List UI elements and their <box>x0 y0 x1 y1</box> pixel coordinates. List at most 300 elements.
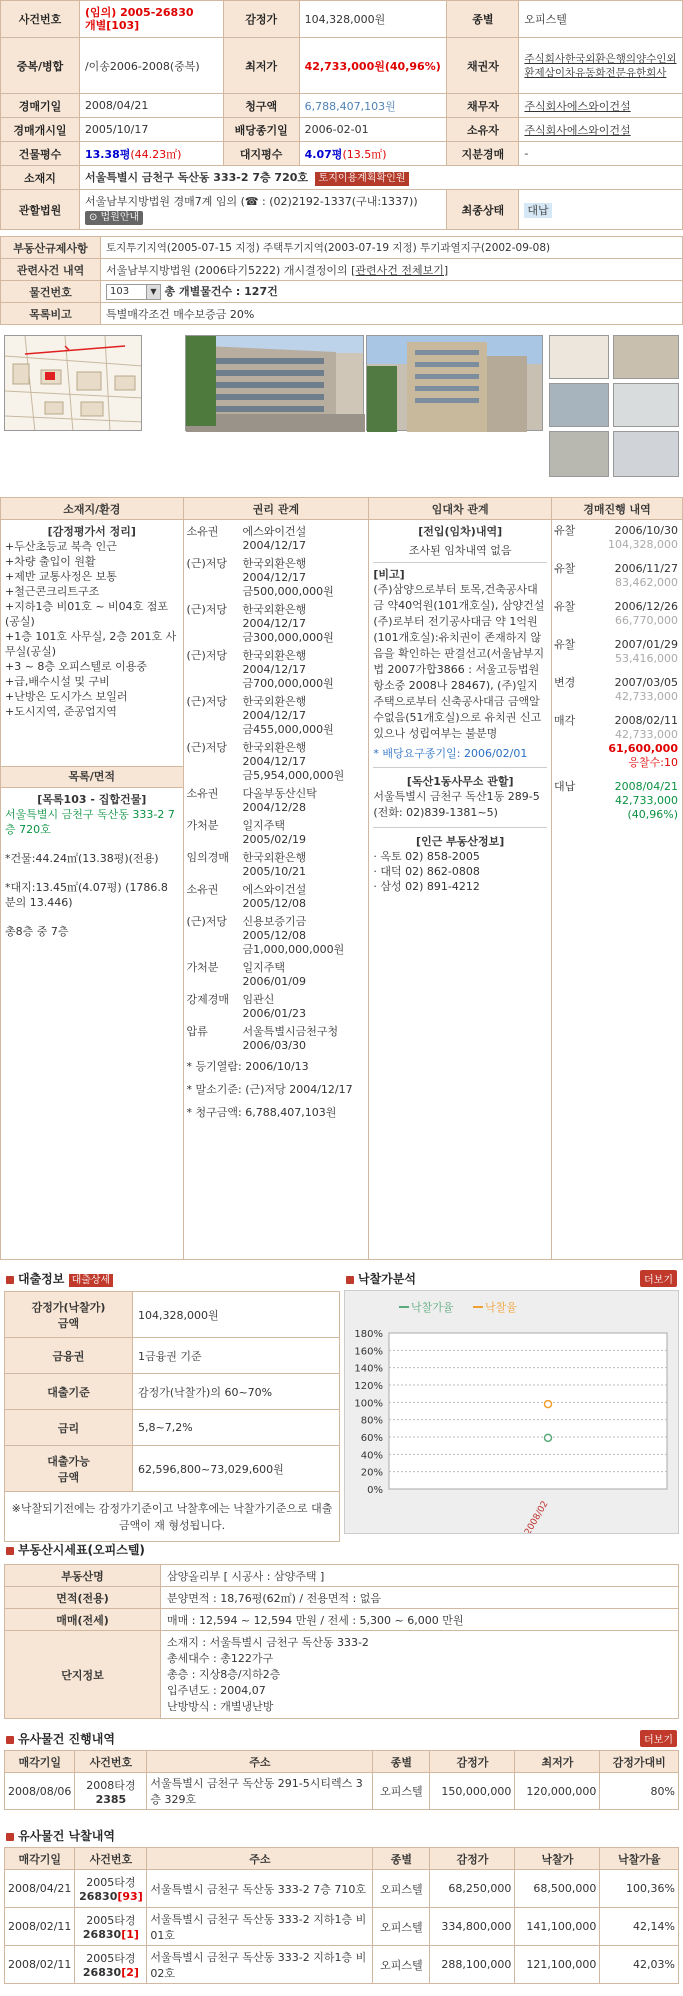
agent-item: · 삼성 02) 891-4212 <box>373 880 480 893</box>
similar-header: 종별 <box>373 1751 430 1773</box>
regulation-label: 부동산규제사항 <box>1 237 101 259</box>
auction-date: 2007/01/29 <box>614 638 678 651</box>
rights-detail: 일지주택 2006/01/09 <box>242 961 306 988</box>
status-value: 대납 <box>519 190 683 230</box>
regulation-table <box>0 236 683 325</box>
similar-header: 감정가대비 <box>600 1751 679 1773</box>
sold-case[interactable] <box>75 1946 147 1984</box>
env-item: +난방은 도시가스 보일러 <box>5 690 128 703</box>
auction-result: 유찰 <box>554 638 576 651</box>
min-price-value: 42,733,000원(40,96%) <box>299 38 447 94</box>
sold-address[interactable]: 서울특별시 금천구 독산동 333-2 7층 710호 <box>147 1870 373 1908</box>
sold-bid: 68,500,000 <box>515 1870 600 1908</box>
auction-date: 2007/03/05 <box>614 676 678 689</box>
auction-date: 2006/11/27 <box>614 562 678 575</box>
similar-date: 2008/08/06 <box>5 1773 75 1810</box>
debtor-value[interactable]: 주식회사에스와이건설 <box>519 94 683 118</box>
creditor-label: 채권자 <box>447 38 519 94</box>
type-label: 종별 <box>447 1 519 38</box>
rights-detail: 임관신 2006/01/23 <box>242 993 306 1020</box>
item-select[interactable]: 103 ▼ <box>106 284 161 300</box>
court-info-button[interactable]: ⊙ 법원안내 <box>85 211 143 225</box>
claim-value: 6,788,407,103원 <box>299 94 447 118</box>
auction-min-price: 83,462,000 <box>615 576 678 589</box>
rights-kind: (근)저당 <box>186 741 228 754</box>
item-no-value: 103 ▼ 총 개별물건수 : 127건 <box>101 281 683 303</box>
sold-type: 오피스텔 <box>373 1870 430 1908</box>
loan-row <box>5 1374 340 1410</box>
land-use-plan-button[interactable]: 토지이용계획확인원 <box>315 172 410 186</box>
case-no: (임의) 2005-26830 개별[103] <box>79 1 223 38</box>
env-item: +제반 교통사정은 보통 <box>5 570 117 583</box>
spacer <box>554 690 604 704</box>
status-label: 최종상태 <box>447 190 519 230</box>
sold-header: 낙찰가 <box>515 1848 600 1870</box>
sold-row[interactable] <box>5 1908 679 1946</box>
case-info-table <box>0 0 683 230</box>
rights-detail: 에스와이건설 2005/12/08 <box>242 883 307 910</box>
thumb-6[interactable] <box>613 431 679 477</box>
env-item: +지하1층 비01호 ~ 비04호 점포(공실) <box>5 600 169 628</box>
market-name-label: 부동산명 <box>5 1565 161 1587</box>
y-tick-label: 100% <box>354 1398 383 1410</box>
analysis-section-title: 낙찰가분석 <box>346 1270 416 1287</box>
auction-result: 유찰 <box>554 562 576 575</box>
debtor-label: 채무자 <box>447 94 519 118</box>
bullet-icon <box>346 1276 354 1284</box>
spacer <box>554 576 604 590</box>
sold-ratio: 100,36% <box>600 1870 679 1908</box>
auction-min-price: 42,733,000 <box>615 690 678 703</box>
sold-date: 2008/02/11 <box>5 1946 75 1984</box>
land-area-value: 4.07평(13.5㎡) <box>299 142 447 166</box>
case-item: [1] <box>121 1928 139 1941</box>
lease-title: [전입(임차)내역] <box>418 525 503 538</box>
sold-bidders: 응찰수:10 <box>628 756 678 769</box>
building-photo-2[interactable] <box>366 335 543 431</box>
market-price-value: 매매 : 12,594 ~ 12,594 만원 / 전세 : 5,300 ~ 6,000 만원 <box>161 1609 679 1631</box>
analysis-more-button[interactable]: 더보기 <box>640 1270 677 1287</box>
market-name-value: 삼양올리부 [ 시공사 : 삼양주택 ] <box>161 1565 679 1587</box>
rights-kind: 가처분 <box>186 961 219 974</box>
complex-line: 소재지 : 서울특별시 금천구 독산동 333-2 <box>167 1635 369 1649</box>
rights-cell <box>183 520 369 1260</box>
share-value: - <box>519 142 683 166</box>
auction-entry <box>554 638 680 652</box>
bullet-icon <box>6 1276 14 1284</box>
rights-footnote-2: * 말소기준: (근)저당 2004/12/17 <box>186 1083 353 1096</box>
col-location-env: 소재지/환경 <box>1 498 184 520</box>
analysis-chart-svg <box>345 1291 678 1533</box>
rights-entry <box>187 741 366 783</box>
y-tick-label: 40% <box>360 1450 383 1462</box>
complex-line: 총층 : 지상8층/지하2층 <box>167 1667 281 1681</box>
office-title: [독산1동사무소 관할] <box>406 775 514 788</box>
auction-history-list <box>554 524 680 704</box>
case-item: [93] <box>117 1890 143 1903</box>
list-land: *대지:13.45㎡(4.07평) (1786.8 분의 13.446) <box>5 881 168 909</box>
x-tick-label: 2008/02 <box>523 1499 551 1533</box>
y-tick-label: 20% <box>360 1467 383 1479</box>
auction-min-price: 104,328,000 <box>608 538 678 551</box>
loan-value: 감정가(낙찰가)의 60~70% <box>133 1374 340 1410</box>
sold-header: 감정가 <box>430 1848 515 1870</box>
list-area-header: 목록/면적 <box>1 766 183 788</box>
list-building: *건물:44.24㎡(13.38평)(전용) <box>5 852 159 865</box>
sold-case[interactable] <box>75 1870 147 1908</box>
loan-key: 금리 <box>5 1410 133 1446</box>
rights-entry <box>187 787 366 815</box>
auction-date: 2006/12/26 <box>614 600 678 613</box>
sold-address[interactable]: 서울특별시 금천구 독산동 333-2 지하1층 비02호 <box>147 1946 373 1984</box>
loan-row <box>5 1338 340 1374</box>
rights-kind: (근)저당 <box>186 915 228 928</box>
loan-detail-button[interactable]: 대출상세 <box>69 1274 114 1287</box>
spacer <box>554 652 604 666</box>
loan-key: 금융권 <box>5 1338 133 1374</box>
loan-value: 62,596,800~73,029,600원 <box>133 1446 340 1492</box>
data-point-success-rate[interactable] <box>545 1401 552 1408</box>
sold-header: 매각기일 <box>5 1848 75 1870</box>
related-case-value: 서울남부지방법원 (2006타기5222) 개시결정이의 [관련사건 전체보기] <box>101 259 683 281</box>
rights-kind: 가처분 <box>186 819 219 832</box>
rights-entry <box>187 557 366 599</box>
sold-case[interactable] <box>75 1908 147 1946</box>
case-no-label: 사건번호 <box>1 1 80 38</box>
rights-detail: 한국외환은행 2004/12/17 금500,000,000원 <box>242 557 334 598</box>
chevron-down-icon: ▼ <box>146 285 160 299</box>
deadline-value: 2006-02-01 <box>299 118 447 142</box>
rights-entry <box>187 851 366 879</box>
dup-label: 중복/병합 <box>1 38 80 94</box>
similar-header: 감정가 <box>430 1751 515 1773</box>
type-value: 오피스텔 <box>519 1 683 38</box>
rights-entry <box>187 915 366 957</box>
sold-section-title: 유사물건 낙찰내역 <box>6 1827 115 1844</box>
loan-table <box>4 1291 340 1542</box>
loan-value: 104,328,000원 <box>133 1292 340 1338</box>
similar-more-button[interactable]: 더보기 <box>640 1730 677 1747</box>
complex-label: 단지정보 <box>5 1631 161 1719</box>
auction-entry <box>554 562 680 576</box>
complex-line: 난방방식 : 개별냉난방 <box>167 1699 274 1713</box>
env-item: +두산초등교 북측 인근 <box>5 540 117 553</box>
court-label: 관할법원 <box>1 190 80 230</box>
sold-header: 사건번호 <box>75 1848 147 1870</box>
start-date-label: 경매개시일 <box>1 118 80 142</box>
loan-value: 1금융권 기준 <box>133 1338 340 1374</box>
thumb-1[interactable] <box>549 335 609 379</box>
similar-type: 오피스텔 <box>373 1773 430 1810</box>
similar-min: 120,000,000 <box>515 1773 600 1810</box>
legend-label: 낙찰율 <box>485 1301 517 1314</box>
agent-item: · 옥토 02) 858-2005 <box>373 850 480 863</box>
y-tick-label: 140% <box>354 1363 383 1375</box>
env-list <box>5 539 179 719</box>
rights-detail: 에스와이건설 2004/12/17 <box>242 525 307 552</box>
rights-kind: (근)저당 <box>186 649 228 662</box>
y-tick-label: 120% <box>354 1381 383 1392</box>
loan-row <box>5 1446 340 1492</box>
market-section-title: 부동산시세표(오피스텔) <box>6 1541 145 1558</box>
similar-address[interactable]: 서울특별시 금천구 독산동 291-5시티렉스 3층 329호 <box>147 1773 373 1810</box>
case-number: 26830 <box>82 1928 122 1941</box>
rights-entry <box>187 1025 366 1053</box>
sold-price: 61,600,000 <box>608 742 678 755</box>
rights-kind: 임의경매 <box>186 851 230 864</box>
y-tick-label: 0% <box>367 1485 383 1496</box>
legend-label: 낙찰가율 <box>411 1301 454 1314</box>
agent-title: [인근 부동산정보] <box>416 835 505 848</box>
loan-key: 대출기준 <box>5 1374 133 1410</box>
appraisal-value: 104,328,000원 <box>299 1 447 38</box>
complex-info <box>161 1631 679 1719</box>
lease-note: (주)삼양으로부터 토목,건축공사대금 약40억원(101개호실), 삼양건설(주)로부터 전기공사대금 약 1억원(101개호실):유치권이 존재하지 않음을 확인하는 판결선고(서울남부지법 2007가합3866 : 서울고등법원 항소중 2008나 28467), (주)일지주택으로부터 신축공사대금 금액알수없음(51개호실)으로 유치권 신고 있으나 성립여부는 불분명 <box>373 583 545 740</box>
analysis-chart <box>344 1290 679 1534</box>
rights-detail: 다올부동산신탁 2004/12/28 <box>242 787 317 814</box>
thumb-4[interactable] <box>613 383 679 427</box>
sold-bid: 141,100,000 <box>515 1908 600 1946</box>
bullet-icon <box>6 1547 14 1555</box>
building-area-label: 건물평수 <box>1 142 80 166</box>
case-number: 26830 <box>79 1890 118 1903</box>
env-item: +1층 101호 사무실, 2층 201호 사무실(공실) <box>5 630 177 658</box>
sold-date: 2008/02/11 <box>5 1908 75 1946</box>
building-photo-1[interactable] <box>185 335 364 431</box>
owner-label: 소유자 <box>447 118 519 142</box>
sold-ratio: 42,03% <box>600 1946 679 1984</box>
rights-detail: 한국외환은행 2004/12/17 금5,954,000,000원 <box>242 741 345 782</box>
sold-appraisal: 68,250,000 <box>430 1870 515 1908</box>
sold-appraisal: 288,100,000 <box>430 1946 515 1984</box>
regulation-value: 토지투기지역(2005-07-15 지정) 주택투기지역(2003-07-19 지정) 투기과열지구(2002-09-08) <box>101 237 683 259</box>
loan-row <box>5 1410 340 1446</box>
auction-entry <box>554 600 680 614</box>
rights-entry <box>187 525 366 553</box>
lease-note-title: [비고] <box>373 568 405 581</box>
sold-bid: 121,100,000 <box>515 1946 600 1984</box>
y-tick-label: 80% <box>360 1415 383 1427</box>
case-prefix: 2005타경 <box>86 1876 136 1889</box>
rights-detail: 한국외환은행 2004/12/17 금300,000,000원 <box>242 603 334 644</box>
rights-kind: (근)저당 <box>186 695 228 708</box>
data-point-bid-rate[interactable] <box>545 1434 552 1441</box>
bullet-icon <box>6 1736 14 1744</box>
photo-gallery <box>0 333 683 498</box>
related-case-label: 관련사건 내역 <box>1 259 101 281</box>
auction-date-value: 2008/04/21 <box>79 94 223 118</box>
thumb-5[interactable] <box>549 431 609 477</box>
rights-kind: (근)저당 <box>186 557 228 570</box>
auction-entry <box>554 676 680 690</box>
similar-row[interactable] <box>5 1773 679 1810</box>
list-floor: 총8층 중 7층 <box>5 925 69 938</box>
sold-header: 종별 <box>373 1848 430 1870</box>
spacer <box>554 614 604 628</box>
auction-date-label: 경매기일 <box>1 94 80 118</box>
auction-price-row <box>554 652 680 666</box>
auction-price-row <box>554 538 680 552</box>
sold-ratio: 42,14% <box>600 1908 679 1946</box>
case-number-wrap <box>78 1966 143 1979</box>
rights-entry <box>187 695 366 737</box>
sold-type: 오피스텔 <box>373 1908 430 1946</box>
auction-sold: 매각 2008/02/11 <box>554 714 678 727</box>
dup-value: /이송2006-2008(중복) <box>79 38 223 94</box>
case-prefix: 2008타경 <box>86 1778 136 1792</box>
rights-detail: 신용보증기금 2005/12/08 금1,000,000,000원 <box>242 915 345 956</box>
case-item: [2] <box>121 1966 139 1979</box>
case-number: 2385 <box>95 1792 127 1806</box>
similar-header: 최저가 <box>515 1751 600 1773</box>
rights-kind: 소유권 <box>186 883 219 896</box>
rights-entry <box>187 649 366 691</box>
y-tick-label: 180% <box>354 1329 383 1340</box>
rights-entry <box>187 819 366 847</box>
remark-value: 특별매각조건 매수보증금 20% <box>101 303 683 325</box>
loan-value: 5,8~7,2% <box>133 1410 340 1446</box>
market-table <box>4 1564 679 1719</box>
auction-price-row <box>554 576 680 590</box>
deadline-label: 배당종기일 <box>223 118 299 142</box>
rights-entry <box>187 603 366 645</box>
rights-detail: 일지주택 2005/02/19 <box>242 819 306 846</box>
case-prefix: 2005타경 <box>86 1914 136 1927</box>
loan-note: ※낙찰되기전에는 감정가기준이고 낙찰후에는 낙찰가기준으로 대출금액이 재 형성됩니다. <box>5 1492 340 1542</box>
rights-footnote-1: * 등기열람: 2006/10/13 <box>186 1060 309 1073</box>
auction-result: 변경 <box>554 676 576 689</box>
env-title: [감정평가서 정리] <box>47 525 136 538</box>
thumb-3[interactable] <box>549 383 609 427</box>
related-case-link[interactable]: [관련사건 전체보기] <box>351 263 449 277</box>
sold-type: 오피스텔 <box>373 1946 430 1984</box>
location-env-cell <box>1 520 184 1260</box>
rights-kind: 소유권 <box>186 787 219 800</box>
col-rights: 권리 관계 <box>183 498 369 520</box>
loan-section-title: 대출정보 대출상세 <box>6 1270 113 1287</box>
rights-kind: (근)저당 <box>186 603 228 616</box>
market-price-label: 매매(전세) <box>5 1609 161 1631</box>
rights-kind: 압류 <box>186 1025 208 1038</box>
env-item: +철근콘크리트구조 <box>5 585 100 598</box>
rights-detail: 한국외환은행 2005/10/21 <box>242 851 307 878</box>
auction-entry <box>554 524 680 538</box>
auction-date: 2006/10/30 <box>614 524 678 537</box>
rights-entry <box>187 993 366 1021</box>
agent-item: · 대덕 02) 862-0808 <box>373 865 480 878</box>
appraisal-label: 감정가 <box>223 1 299 38</box>
auction-min-price: 66,770,000 <box>615 614 678 627</box>
loan-key: 대출가능 금액 <box>5 1446 133 1492</box>
sold-header: 낙찰가율 <box>600 1848 679 1870</box>
similar-table <box>4 1750 679 1810</box>
similar-ratio: 80% <box>600 1773 679 1810</box>
env-item: +도시지역, 준공업지역 <box>5 705 117 718</box>
auction-min-price: 53,416,000 <box>615 652 678 665</box>
env-item: +급,배수시설 및 구비 <box>5 675 110 688</box>
similar-header: 사건번호 <box>75 1751 147 1773</box>
complex-line: 총세대수 : 총122가구 <box>167 1651 274 1665</box>
rights-kind: 강제경매 <box>186 993 230 1006</box>
col-lease: 임대차 관계 <box>369 498 552 520</box>
complex-line: 입주년도 : 2004,07 <box>167 1683 266 1697</box>
min-price-label: 최저가 <box>223 38 299 94</box>
office-text: 서울특별시 금천구 독산1동 289-5 (전화: 02)839-1381~5) <box>373 790 540 819</box>
auction-result: 유찰 <box>554 600 576 613</box>
list-address: 서울특별시 금천구 독산동 333-2 7층 720호 <box>5 808 175 836</box>
rights-list <box>187 525 366 1053</box>
similar-appraisal: 150,000,000 <box>430 1773 515 1810</box>
sold-row[interactable] <box>5 1946 679 1984</box>
similar-section-title: 유사물건 진행내역 <box>6 1730 115 1747</box>
env-item: +차량 출입이 원활 <box>5 555 96 568</box>
loan-row <box>5 1292 340 1338</box>
building-area-value: 13.38평(44.23㎡) <box>79 142 223 166</box>
claim-label: 청구액 <box>223 94 299 118</box>
sold-address[interactable]: 서울특별시 금천구 독산동 333-2 지하1층 비01호 <box>147 1908 373 1946</box>
rights-kind: 소유권 <box>186 525 219 538</box>
similar-header: 매각기일 <box>5 1751 75 1773</box>
rights-detail: 한국외환은행 2004/12/17 금455,000,000원 <box>242 695 334 736</box>
plot-area <box>389 1333 667 1489</box>
detail-section <box>0 497 683 1260</box>
start-date-value: 2005/10/17 <box>79 118 223 142</box>
case-number: 26830 <box>82 1966 122 1979</box>
case-number-wrap <box>78 1928 143 1941</box>
auction-paid: 대납 2008/04/21 <box>554 780 678 793</box>
lease-none: 조사된 임차내역 없음 <box>408 544 512 557</box>
spacer <box>554 538 604 552</box>
owner-value[interactable]: 주식회사에스와이건설 <box>519 118 683 142</box>
creditor-value[interactable]: 주식회사한국외환은행의양수인외환제삼이차유동화전문유한회사 <box>519 38 683 94</box>
agent-list <box>373 849 547 894</box>
sold-table <box>4 1847 679 1984</box>
rights-detail: 서울특별시금천구청 2006/03/30 <box>242 1025 339 1052</box>
court-value: 서울남부지방법원 경매7계 임의 (☎ : (02)2192-1337(구내:1337)) ⊙ 법원안내 <box>79 190 447 230</box>
case-prefix: 2005타경 <box>86 1952 136 1965</box>
list-title: [목록103 - 집합건물] <box>37 793 147 806</box>
col-auction-history: 경매진행 내역 <box>552 498 683 520</box>
auction-history-cell: 유찰 2006/10/30 104,328,000 유찰 2006/11/27 83,462,000 유찰 2006/12/26 66,770,000 유찰 2007/01/29 53,416,000 변경 2007/03/05 42,733,000 매각 2008/02/11 42,733,000 61,600,000 응찰수:10 대납 2008/04/21 42,733,000 (40,96%) <box>552 520 683 1260</box>
market-area-value: 분양면적 : 18,76평(62㎡) / 전용면적 : 없음 <box>161 1587 679 1609</box>
auction-price-row <box>554 614 680 628</box>
sold-appraisal: 334,800,000 <box>430 1908 515 1946</box>
y-tick-label: 160% <box>354 1346 383 1358</box>
market-area-label: 면적(전용) <box>5 1587 161 1609</box>
thumb-2[interactable] <box>613 335 679 379</box>
rights-entry <box>187 961 366 989</box>
case-number-wrap <box>78 1890 143 1903</box>
location-value: 서울특별시 금천구 독산동 333-2 7층 720호 토지이용계획확인원 <box>79 166 682 190</box>
land-area-label: 대지평수 <box>223 142 299 166</box>
env-item: +3 ~ 8층 오피스텔로 이용중 <box>5 660 148 673</box>
share-label: 지분경매 <box>447 142 519 166</box>
similar-header: 주소 <box>147 1751 373 1773</box>
auction-result: 유찰 <box>554 524 576 537</box>
map-image[interactable] <box>4 335 142 431</box>
dividend-deadline: * 배당요구종기일: 2006/02/01 <box>373 747 528 760</box>
lease-cell <box>369 520 552 1260</box>
auction-price-row <box>554 690 680 704</box>
sold-row[interactable] <box>5 1870 679 1908</box>
bullet-icon <box>6 1833 14 1841</box>
location-label: 소재지 <box>1 166 80 190</box>
rights-detail: 한국외환은행 2004/12/17 금700,000,000원 <box>242 649 334 690</box>
similar-case[interactable] <box>75 1773 147 1810</box>
rights-footnote-3: * 청구금액: 6,788,407,103원 <box>186 1106 337 1119</box>
rights-entry <box>187 883 366 911</box>
remark-label: 목록비고 <box>1 303 101 325</box>
